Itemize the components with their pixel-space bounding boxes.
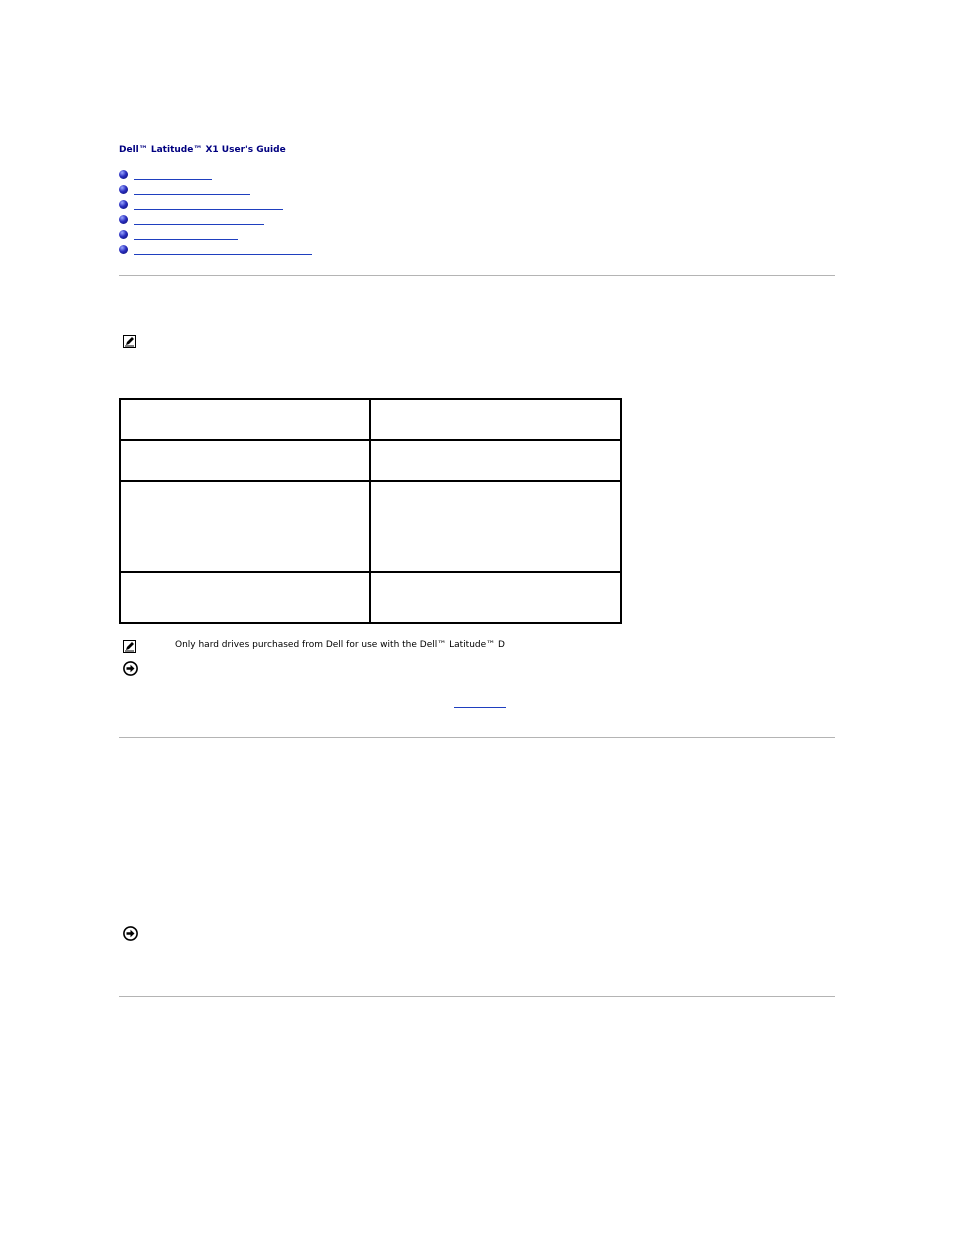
section-divider [119, 275, 835, 276]
toc-item[interactable] [119, 169, 339, 181]
toc-link[interactable] [134, 184, 250, 195]
toc-item[interactable] [119, 244, 339, 256]
note-icon [123, 640, 136, 653]
bullet-icon [119, 185, 128, 194]
bullet-icon [119, 215, 128, 224]
note-icon [123, 335, 136, 348]
toc-item[interactable] [119, 229, 339, 241]
table-cell [120, 399, 370, 440]
toc-link[interactable] [134, 214, 264, 225]
spec-table [119, 398, 622, 624]
table-cell [370, 399, 621, 440]
notice-icon [123, 661, 138, 676]
table-cell [120, 481, 370, 572]
toc-item[interactable] [119, 199, 339, 211]
table-cell [120, 572, 370, 623]
toc-link[interactable] [134, 169, 212, 180]
table-row [120, 399, 621, 440]
section-divider [119, 996, 835, 997]
bullet-icon [119, 230, 128, 239]
table-cell [120, 440, 370, 481]
table-row [120, 481, 621, 572]
table-row [120, 572, 621, 623]
bullet-icon [119, 200, 128, 209]
bullet-icon [119, 245, 128, 254]
table-cell [370, 481, 621, 572]
toc-link[interactable] [134, 229, 238, 240]
toc-item[interactable] [119, 184, 339, 196]
table-row [120, 440, 621, 481]
inline-link[interactable] [454, 697, 506, 708]
guide-title-link[interactable]: Dell™ Latitude™ X1 User's Guide [119, 145, 286, 155]
note-text: Only hard drives purchased from Dell for use with the Dell™ Latitude™ D [175, 640, 505, 650]
toc-link[interactable] [134, 199, 283, 210]
toc-link[interactable] [134, 244, 312, 255]
notice-icon [123, 926, 138, 941]
section-divider [119, 737, 835, 738]
toc-item[interactable] [119, 214, 339, 226]
table-cell [370, 440, 621, 481]
table-cell [370, 572, 621, 623]
bullet-icon [119, 170, 128, 179]
